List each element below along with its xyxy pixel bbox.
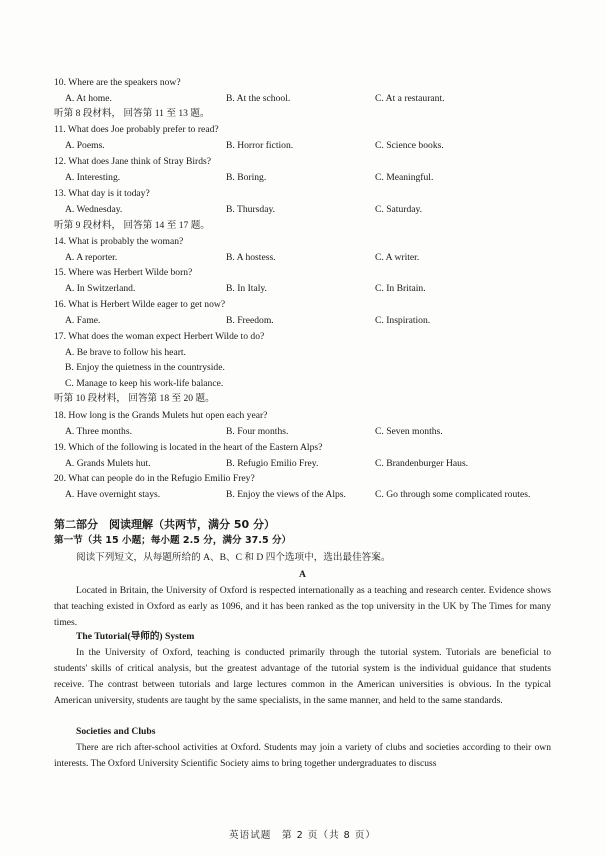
option-a: A. Fame. bbox=[65, 315, 101, 326]
option-c: C. At a restaurant. bbox=[375, 93, 445, 104]
option-b: B. Thursday. bbox=[226, 204, 276, 215]
option-b: B. Horror fiction. bbox=[226, 140, 294, 151]
listening-note-9: 听第 9 段材料， 回答第 14 至 17 题。 bbox=[54, 220, 210, 231]
option-a: A. Have overnight stays. bbox=[65, 489, 161, 500]
option-c: C. Go through some complicated routes. bbox=[375, 489, 531, 500]
question-17: 17. What does the woman expect Herbert Wilde to do? bbox=[54, 331, 265, 342]
option-c: C. Brandenburger Haus. bbox=[375, 458, 469, 469]
option-b: B. Four months. bbox=[226, 426, 289, 437]
option-a: A. Interesting. bbox=[65, 172, 121, 183]
option-c: C. In Britain. bbox=[375, 283, 426, 294]
option-b: B. Enjoy the views of the Alps. bbox=[226, 489, 346, 500]
option-c: C. Science books. bbox=[375, 140, 444, 151]
section-1-title: 第一节（共 15 小题；每小题 2.5 分，满分 37.5 分） bbox=[54, 535, 292, 546]
question-13: 13. What day is it today? bbox=[54, 188, 150, 199]
option-c: C. A writer. bbox=[375, 252, 420, 263]
option-a: A. Wednesday. bbox=[65, 204, 123, 215]
option-b: B. In Italy. bbox=[226, 283, 267, 294]
question-15: 15. Where was Herbert Wilde born? bbox=[54, 267, 193, 278]
option-a: A. In Switzerland. bbox=[65, 283, 136, 294]
option-a: A. Grands Mulets hut. bbox=[65, 458, 151, 469]
question-10: 10. Where are the speakers now? bbox=[54, 77, 181, 88]
option-c: C. Saturday. bbox=[375, 204, 423, 215]
question-20: 20. What can people do in the Refugio Emilio Frey? bbox=[54, 473, 255, 484]
listening-note-10: 听第 10 段材料， 回答第 18 至 20 题。 bbox=[54, 393, 215, 404]
option-c: C. Meaningful. bbox=[375, 172, 434, 183]
question-12: 12. What does Jane think of Stray Birds? bbox=[54, 156, 212, 167]
passage-paragraph-2: In the University of Oxford, teaching is conducted primarily through the tutorial system. Tutorials are beneficial to students' skills of critical analysis, but the greatest advantage of the tutorial system is the individual guidance that students receive. The contrast between tutorials and large lectures common in the American universities is obvious. In the typical American university, students are taught by the same specialists, in the same manner, and held to the same standards. bbox=[54, 647, 551, 706]
passage-label: A bbox=[299, 569, 306, 580]
option-b: B. Boring. bbox=[226, 172, 267, 183]
question-11: 11. What does Joe probably prefer to read? bbox=[54, 124, 219, 135]
option-c: C. Seven months. bbox=[375, 426, 443, 437]
option-c: C. Manage to keep his work-life balance. bbox=[65, 378, 224, 389]
part-2-title: 第二部分 阅读理解（共两节，满分 50 分） bbox=[54, 518, 275, 531]
reading-instruction: 阅读下列短文，从每题所给的 A、B、C 和 D 四个选项中，选出最佳答案。 bbox=[76, 552, 391, 563]
passage-paragraph-3: There are rich after-school activities at Oxford. Students may join a variety of clubs and societies according to their own interests. The Oxford University Scientific Society aims to bring together undergraduates to discuss bbox=[54, 742, 551, 769]
option-b: B. Refugio Emilio Frey. bbox=[226, 458, 319, 469]
question-18: 18. How long is the Grands Mulets hut open each year? bbox=[54, 410, 268, 421]
option-a: A. At home. bbox=[65, 93, 112, 104]
heading-societies-clubs: Societies and Clubs bbox=[76, 726, 156, 737]
option-b: B. At the school. bbox=[226, 93, 291, 104]
question-19: 19. Which of the following is located in the heart of the Eastern Alps? bbox=[54, 442, 323, 453]
option-b: B. Enjoy the quietness in the countryside. bbox=[65, 362, 225, 373]
page-footer: 英语试题 第 2 页（共 8 页） bbox=[229, 830, 376, 841]
option-a: A. Be brave to follow his heart. bbox=[65, 347, 186, 358]
option-c: C. Inspiration. bbox=[375, 315, 431, 326]
option-a: A. Three months. bbox=[65, 426, 132, 437]
heading-tutorial-system: The Tutorial(导师的) System bbox=[76, 631, 195, 642]
option-a: A. Poems. bbox=[65, 140, 105, 151]
option-b: B. A hostess. bbox=[226, 252, 276, 263]
option-a: A. A reporter. bbox=[65, 252, 118, 263]
option-b: B. Freedom. bbox=[226, 315, 274, 326]
question-14: 14. What is probably the woman? bbox=[54, 236, 184, 247]
question-16: 16. What is Herbert Wilde eager to get now? bbox=[54, 299, 226, 310]
listening-note-8: 听第 8 段材料， 回答第 11 至 13 题。 bbox=[54, 108, 210, 119]
passage-paragraph-1: Located in Britain, the University of Oxford is respected internationally as a teaching and research center. Evidence shows that teaching existed in Oxford as early as 1096, and it has been ranked as the top university in the UK by The Times for many times. bbox=[54, 585, 551, 628]
